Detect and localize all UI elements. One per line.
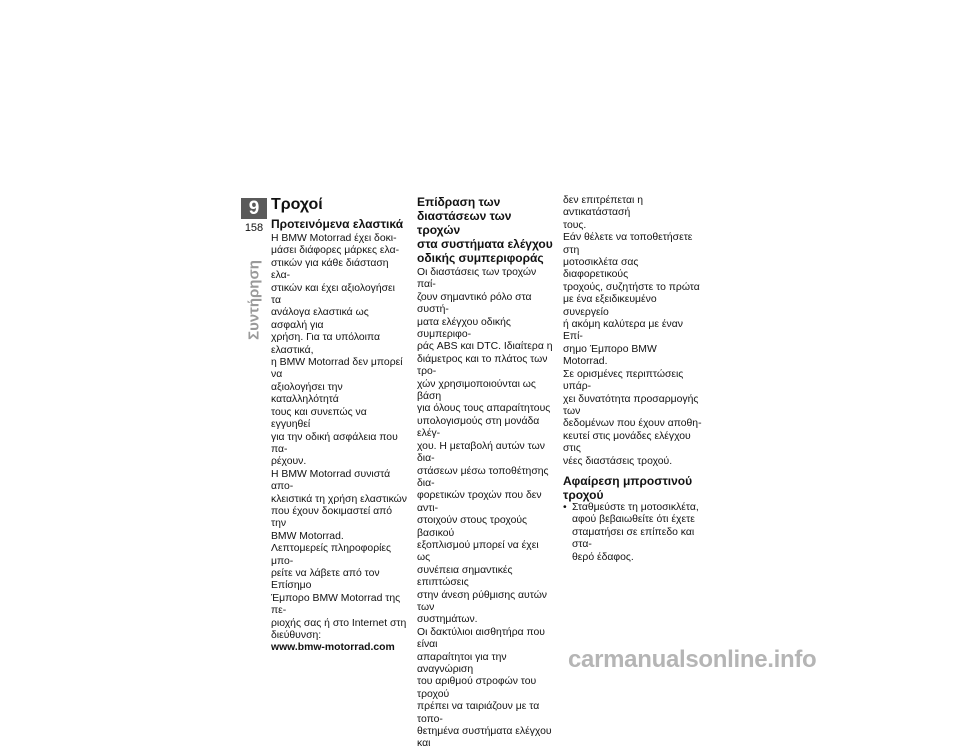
paragraph: Λεπτομερείς πληροφορίες μπο- ρείτε να λάβετε από τον Επίσημο Έμπορο BMW Motorrad της πε- ριοχής σας ή στο Internet στη διεύθυνση:	[271, 543, 407, 641]
section-title: Τροχοί	[271, 196, 323, 213]
column-1	[271, 195, 407, 655]
page-number: 158	[244, 222, 264, 234]
list-item-text: Σταθμεύστε τη μοτοσικλέτα, αφού βεβαιωθείτε ότι έχετε σταματήσει σε επίπεδο και στα- θερό έδαφος.	[572, 501, 699, 563]
paragraph: δεν επιτρέπεται η αντικατάστασή τους.	[563, 195, 643, 231]
paragraph: Η BMW Motorrad συνιστά απο- κλειστικά τη χρήση ελαστικών που έχουν δοκιμαστεί από την BMW Motorrad.	[271, 468, 407, 542]
chapter-number-tab: 9	[241, 198, 267, 219]
paragraph: Οι διαστάσεις των τροχών παί- ζουν σημαντικό ρόλο στα συστή- ματα ελέγχου οδικής συμπεριφο- ράς ABS και DTC. Ιδιαίτερα η διάμετρος και το πλάτος των τρο- χών χρησιμοποιούνται ως βάση για όλους τους απαραίτητους υπολογισμούς στη μονάδα ελέγ- χου. Η μεταβολή αυτών των δια- στάσεων μέσω τοποθέτησης δια- φορετικών τροχών που δεν αντι- στοιχούν στους τροχούς βασικού εξοπλισμού μπορεί να έχει ως συνέπεια σημαντικές επιπτώσεις στην άνεση ρύθμισης αυτών των συστημάτων.	[417, 267, 553, 626]
recommended-tyres-heading: Προτεινόμενα ελαστικά	[271, 217, 404, 231]
chapter-side-label: Συντήρηση	[245, 260, 263, 340]
watermark: carmanualsonline.info	[568, 646, 817, 673]
paragraph: Οι δακτύλιοι αισθητήρα που είναι απαραίτητοι για την αναγνώριση του αριθμού στροφών του τροχού πρέπει να ταιριάζουν με τα τοπο- θετημένα συστήματα ελέγχου και	[417, 626, 552, 750]
wheel-size-effect-heading: Επίδραση των διαστάσεων των τροχών στα συστήματα ελέγχου οδικής συμπεριφοράς	[417, 195, 553, 265]
column-2	[417, 195, 553, 751]
column-3	[563, 195, 703, 564]
website-link[interactable]: www.bmw-motorrad.com	[271, 642, 395, 654]
paragraph: Η BMW Motorrad έχει δοκι- μάσει διάφορες μάρκες ελα- στικών για κάθε διάσταση ελα- στικών και έχει αξιολογήσει τα ανάλογα ελαστικά ως ασφαλή για χρήση. Για τα υπόλοιπα ελαστικά, η BMW Motorrad δεν μπορεί να αξιολογήσει την καταλληλότητά τους και συνεπώς να εγγυηθεί για την οδική ασφάλεια που πα- ρέχουν.	[271, 233, 403, 468]
front-wheel-removal-heading: Αφαίρεση μπροστινού τροχού	[563, 473, 693, 502]
paragraph: Εάν θέλετε να τοποθετήσετε στη μοτοσικλέτα σας διαφορετικούς τροχούς, συζητήστε το πρώτα με ένα εξειδικευμένο συνεργείο ή ακόμη καλύτερα με έναν Επί- σημο Έμπορο BMW Motorrad. Σε ορισμένες περιπτώσεις υπάρ- χει δυνατότητα προσαρμογής των δεδομένων που έχουν αποθη- κευτεί στις μονάδες ελέγχου στις νέες διαστάσεις τροχού.	[563, 232, 702, 467]
list-item	[563, 502, 703, 564]
bullet-icon: •	[563, 501, 567, 513]
